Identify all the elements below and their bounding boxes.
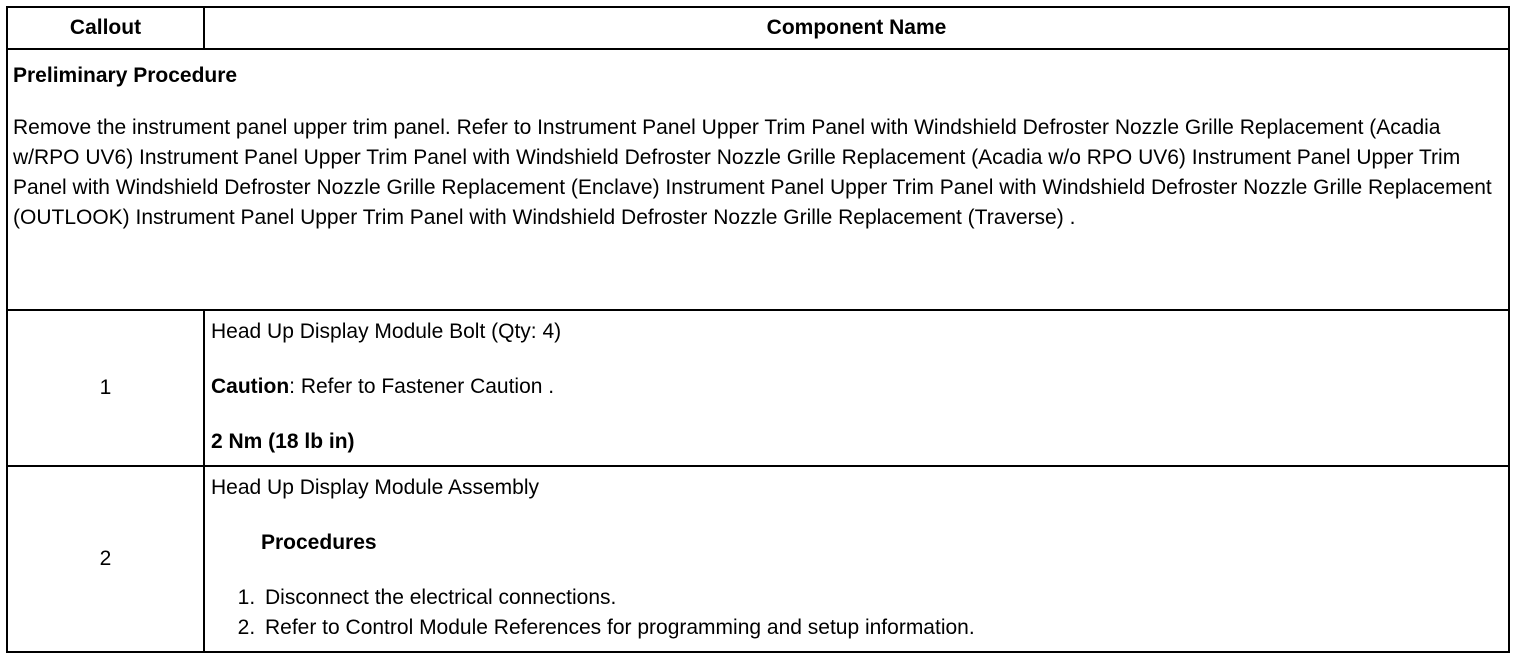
- procedure-table: [6, 6, 1510, 653]
- component-cell: [204, 310, 1509, 466]
- component-name: Head Up Display Module Assembly: [211, 476, 539, 499]
- callout-number: 1: [7, 310, 204, 466]
- procedures-title: Procedures: [261, 531, 377, 554]
- preliminary-cell: [7, 49, 1509, 310]
- caution-line: [211, 372, 1502, 402]
- header-row: [7, 7, 1509, 49]
- callout-header: Callout: [7, 7, 204, 49]
- component-cell: [204, 466, 1509, 652]
- callout-number: 2: [7, 466, 204, 652]
- list-item: 1. Disconnect the electrical connections.: [261, 583, 1502, 613]
- procedure-steps: [211, 583, 1502, 643]
- list-item: 2. Refer to Control Module References for programming and setup information.: [261, 613, 1502, 643]
- component-name-header: Component Name: [204, 7, 1509, 49]
- caution-label: Caution: [211, 375, 290, 398]
- torque-spec: 2 Nm (18 lb in): [211, 430, 355, 453]
- preliminary-row: [7, 49, 1509, 310]
- preliminary-title: Preliminary Procedure: [13, 64, 238, 87]
- preliminary-text: Remove the instrument panel upper trim panel. Refer to Instrument Panel Upper Trim Panel with Windshield Defroster Nozzle Grille Replacement (Acadia w/RPO UV6) Instrument Panel Upper Trim Panel with Windshield Defroster Nozzle Grille Replacement (Acadia w/o RPO UV6) Instrument Panel Upper Trim Panel with Windshield Defroster Nozzle Grille Replacement (Enclave) Instrument Panel Upper Trim Panel with Windshield Defroster Nozzle Grille Replacement (OUTLOOK) Instrument Panel Upper Trim Panel with Windshield Defroster Nozzle Grille Replacement (Traverse) .: [13, 116, 1492, 229]
- caution-text: : Refer to Fastener Caution .: [289, 375, 555, 398]
- table-row: [7, 466, 1509, 652]
- table-row: [7, 310, 1509, 466]
- component-name: Head Up Display Module Bolt (Qty: 4): [211, 320, 562, 343]
